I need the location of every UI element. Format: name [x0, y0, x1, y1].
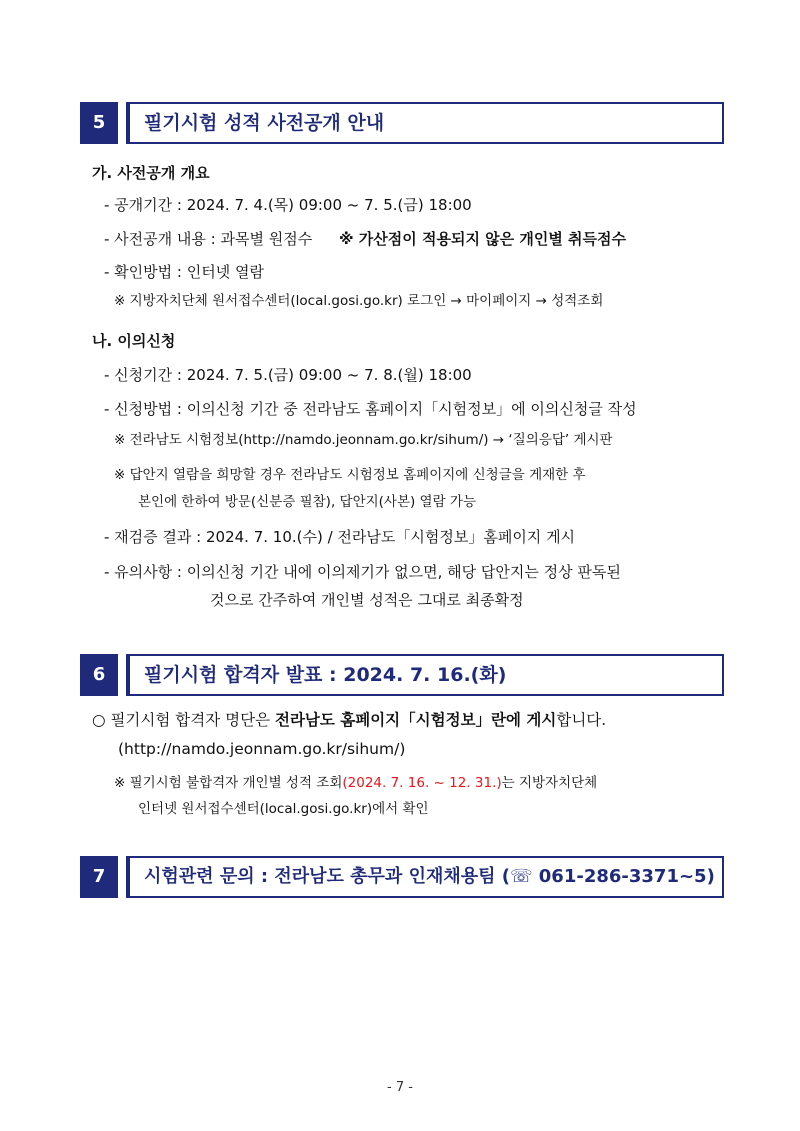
objection-note-2-line2: 본인에 한하여 방문(신분증 필참), 답안지(사본) 열람 가능: [138, 494, 477, 510]
fail-note-period: (2024. 7. 16. ~ 12. 31.): [342, 775, 502, 791]
subheading-objection: 나. 이의신청: [92, 332, 176, 350]
announcement-post: 합니다.: [556, 711, 607, 729]
disclosure-period: - 공개기간 : 2024. 7. 4.(목) 09:00 ~ 7. 5.(금) 18:00: [104, 196, 472, 214]
subheading-overview: 가. 사전공개 개요: [92, 164, 210, 182]
objection-period: - 신청기간 : 2024. 7. 5.(금) 09:00 ~ 7. 8.(월) 18:00: [104, 366, 472, 384]
section-title: 시험관련 문의 : 전라남도 총무과 인재채용팀 (☏ 061-286-3371~5): [144, 866, 715, 887]
section-number: 5: [80, 102, 118, 144]
section-number: 7: [80, 856, 118, 898]
section-7-header: [80, 856, 724, 898]
disclosure-content-note: ※ 가산점이 적용되지 않은 개인별 취득점수: [338, 230, 627, 248]
objection-method: - 신청방법 : 이의신청 기간 중 전라남도 홈페이지「시험정보」에 이의신청글 작성: [104, 400, 637, 418]
section-number: 6: [80, 654, 118, 696]
page-number: - 7 -: [387, 1080, 413, 1095]
section-title-box: [126, 856, 724, 898]
section-6-header: [80, 654, 724, 696]
section-title: 필기시험 합격자 발표 : 2024. 7. 16.(화): [144, 664, 507, 686]
caution-line2: 것으로 간주하여 개인별 성적은 그대로 최종확정: [210, 591, 524, 609]
objection-note-1: ※ 전라남도 시험정보(http://namdo.jeonnam.go.kr/sihum/) → ‘질의응답’ 게시판: [114, 432, 613, 448]
section-title-box: [126, 102, 724, 144]
objection-note-2-line1: ※ 답안지 열람을 희망할 경우 전라남도 시험정보 홈페이지에 신청글을 게재한 후: [114, 467, 586, 483]
announcement-pre: ○ 필기시험 합격자 명단은: [92, 711, 275, 729]
fail-note-pre: ※ 필기시험 불합격자 개인별 성적 조회: [114, 775, 343, 791]
announcement-url: (http://namdo.jeonnam.go.kr/sihum/): [118, 740, 406, 758]
fail-note-post: 는 지방자치단체: [501, 775, 598, 791]
disclosure-content: [104, 228, 626, 250]
check-method-note: ※ 지방자치단체 원서접수센터(local.gosi.go.kr) 로그인 → 마이페이지 → 성적조회: [114, 293, 604, 309]
section-5-header: [80, 102, 724, 144]
announcement-line: [92, 709, 606, 731]
section-title-box: [126, 654, 724, 696]
announcement-bold: 전라남도 홈페이지「시험정보」란에 게시: [274, 711, 557, 729]
caution-line1: - 유의사항 : 이의신청 기간 내에 이의제기가 없으면, 해당 답안지는 정상 판독된: [104, 563, 621, 581]
disclosure-content-label: - 사전공개 내용 : 과목별 원점수: [104, 230, 313, 248]
fail-note-line1: [114, 772, 597, 794]
reverification-result: - 재검증 결과 : 2024. 7. 10.(수) / 전라남도「시험정보」홈페이지 게시: [104, 528, 576, 546]
fail-note-line2: 인터넷 원서접수센터(local.gosi.go.kr)에서 확인: [138, 801, 429, 817]
check-method: - 확인방법 : 인터넷 열람: [104, 263, 264, 281]
section-title: 필기시험 성적 사전공개 안내: [144, 112, 385, 134]
